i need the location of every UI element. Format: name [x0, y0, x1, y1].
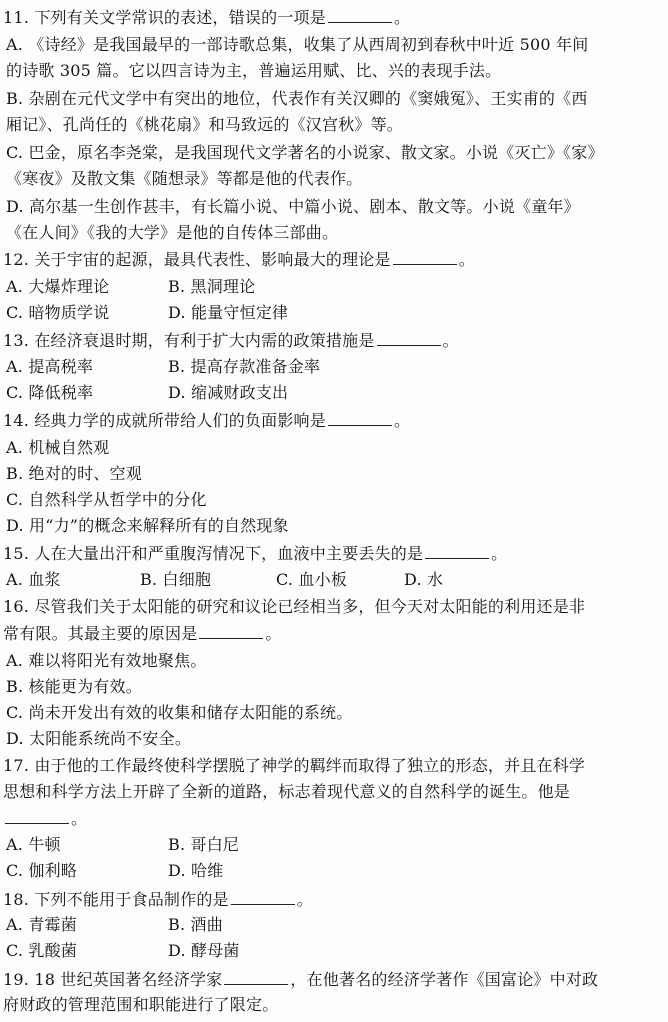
option-a: A. 青霉菌: [6, 915, 77, 934]
option-c: C. 乳酸菌: [6, 941, 78, 960]
question-11-option-d-cont: 《在人间》《我的大学》是他的自传体三部曲。: [6, 223, 339, 242]
question-16-option-a: A. 难以将阳光有效地聚焦。: [6, 651, 207, 670]
question-16-stem: 16. 尽管我们关于太阳能的研究和议论已经相当多，但今天对太阳能的利用还是非: [3, 597, 586, 616]
question-14-option-d: D. 用“力”的概念来解释所有的自然现象: [6, 516, 289, 535]
answer-blank: [199, 620, 263, 639]
option-c: C. 暗物质学说: [6, 303, 110, 322]
question-11-option-c: C. 巴金，原名李尧棠，是我国现代文学著名的小说家、散文家。小说《灭亡》《家》: [6, 143, 604, 162]
question-14-option-c: C. 自然科学从哲学中的分化: [6, 490, 207, 509]
answer-blank: [393, 246, 457, 265]
question-17-stem-blank: 。: [3, 805, 87, 831]
option-d: D. 缩减财政支出: [168, 383, 289, 402]
question-17-options-row-1: [6, 832, 666, 858]
question-16-option-c: C. 尚未开发出有效的收集和储存太阳能的系统。: [6, 703, 353, 722]
answer-blank: [377, 327, 441, 346]
question-11-stem: 11. 下列有关文学常识的表述，错误的一项是 。: [3, 4, 410, 30]
option-a: A. 牛顿: [6, 835, 61, 854]
option-c: C. 伽利略: [6, 861, 78, 880]
question-17-options-row-2: [6, 858, 666, 884]
question-15-stem: 15. 人在大量出汗和严重腹泻情况下，血液中主要丢失的是 。: [3, 540, 507, 566]
option-b: B. 白细胞: [140, 570, 212, 589]
question-12-options-row-2: [6, 300, 666, 326]
question-18-stem: 18. 下列不能用于食品制作的是 。: [3, 886, 313, 912]
question-16-option-b: B. 核能更为有效。: [6, 677, 142, 696]
option-d: D. 哈维: [168, 861, 224, 880]
answer-blank: [231, 886, 295, 905]
question-11-option-b-cont: 厢记》、孔尚任的《桃花扇》和马致远的《汉宫秋》等。: [6, 115, 404, 134]
question-18-options-row-1: [6, 912, 666, 938]
question-17-stem: 17. 由于他的工作最终使科学摆脱了神学的羁绊而取得了独立的形态，并且在科学: [3, 756, 586, 775]
option-a: A. 提高税率: [6, 357, 94, 376]
question-14-option-b: B. 绝对的时、空观: [6, 464, 142, 483]
option-a: A. 大爆炸理论: [6, 277, 110, 296]
question-11-option-b: B. 杂剧在元代文学中有突出的地位，代表作有关汉卿的《窦娥冤》、王实甫的《西: [6, 89, 588, 108]
question-16-stem-cont: 常有限。其最主要的原因是 。: [3, 620, 282, 646]
question-13-options-row-1: [6, 354, 666, 380]
question-14-stem: 14. 经典力学的成就所带给人们的负面影响是 。: [3, 407, 410, 433]
option-b: B. 哥白尼: [168, 835, 240, 854]
question-13-options-row-2: [6, 380, 666, 406]
question-19-stem: 19. 18 世纪英国著名经济学家 ，在他著名的经济学著作《国富论》中对政: [3, 966, 598, 992]
question-12-stem: 12. 关于宇宙的起源，最具代表性、影响最大的理论是 。: [3, 246, 475, 272]
option-d: D. 酵母菌: [168, 941, 240, 960]
option-a: A. 血浆: [6, 570, 61, 589]
option-b: B. 酒曲: [168, 915, 223, 934]
option-c: C. 血小板: [276, 570, 348, 589]
option-b: B. 黑洞理论: [168, 277, 256, 296]
question-14-option-a: A. 机械自然观: [6, 438, 110, 457]
answer-blank: [5, 805, 69, 824]
option-c: C. 降低税率: [6, 383, 94, 402]
question-19-stem-cont: 府财政的管理范围和职能进行了限定。: [3, 995, 279, 1014]
answer-blank: [328, 4, 392, 23]
answer-blank: [425, 540, 489, 559]
question-18-options-row-2: [6, 938, 666, 964]
option-d: D. 水: [404, 570, 444, 589]
question-11-option-d: D. 高尔基一生创作甚丰，有长篇小说、中篇小说、剧本、散文等。小说《童年》: [6, 197, 580, 216]
question-11-option-c-cont: 《寒夜》及散文集《随想录》等都是他的代表作。: [6, 169, 363, 188]
answer-blank: [328, 407, 392, 426]
question-15-options-row: [6, 567, 666, 593]
question-11-option-a: A. 《诗经》是我国最早的一部诗歌总集，收集了从西周初到春秋中叶近 500 年间: [6, 35, 589, 54]
question-13-stem: 13. 在经济衰退时期，有利于扩大内需的政策措施是 。: [3, 327, 459, 353]
question-17-stem-cont: 思想和科学方法上开辟了全新的道路，标志着现代意义的自然科学的诞生。他是: [3, 782, 571, 801]
option-d: D. 能量守恒定律: [168, 303, 289, 322]
question-16-option-d: D. 太阳能系统尚不安全。: [6, 729, 192, 748]
answer-blank: [224, 966, 288, 985]
question-11-option-a-cont: 的诗歌 305 篇。它以四言诗为主，普遍运用赋、比、兴的表现手法。: [6, 61, 502, 80]
option-b: B. 提高存款准备金率: [168, 357, 321, 376]
question-12-options-row-1: [6, 274, 666, 300]
